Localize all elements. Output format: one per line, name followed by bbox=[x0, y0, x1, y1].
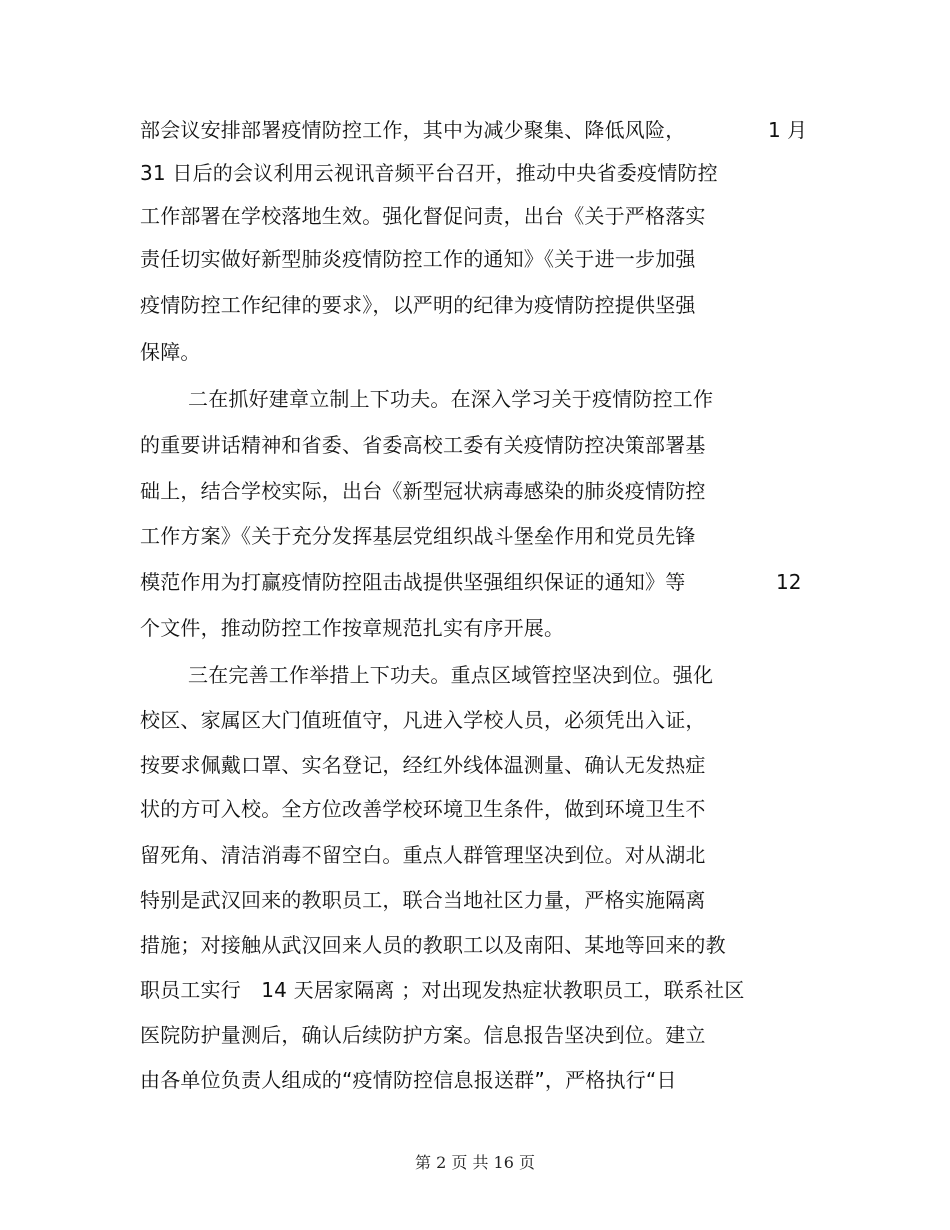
text-line-21: 医院防护量测后，确认后续防护方案。信息报告坚决到位。建立 bbox=[140, 1023, 706, 1047]
text-line-20: 职员工实行 14 天居家隔离 ；对出现发热症状教职员工，联系社区 bbox=[140, 978, 745, 1002]
text-line-1-tail: 1 月 bbox=[768, 118, 808, 142]
text-line-1: 部会议安排部署疫情防控工作，其中为减少聚集、降低风险， bbox=[140, 118, 686, 142]
text-line-11-tail: 12 bbox=[776, 570, 802, 594]
text-line-16: 状的方可入校。全方位改善学校环境卫生条件，做到环境卫生不 bbox=[140, 797, 706, 821]
text-line-12: 个文件，推动防控工作按章规范扎实有序开展。 bbox=[140, 616, 565, 640]
text-line-3: 工作部署在学校落地生效。强化督促问责，出台《关于严格落实 bbox=[140, 204, 706, 228]
text-line-17: 留死角、清洁消毒不留空白。重点人群管理坚决到位。对从湖北 bbox=[140, 843, 706, 867]
text-line-7: 二在抓好建章立制上下功夫。在深入学习关于疫情防控工作 bbox=[188, 387, 714, 411]
text-line-10: 工作方案》《关于充分发挥基层党组织战斗堡垒作用和党员先锋 bbox=[140, 524, 696, 548]
text-line-6: 保障。 bbox=[140, 340, 201, 364]
text-line-19: 措施；对接触从武汉回来人员的教职工以及南阳、某地等回来的教 bbox=[140, 933, 726, 957]
text-line-15: 按要求佩戴口罩、实名登记，经红外线体温测量、确认无发热症 bbox=[140, 753, 706, 777]
text-line-8: 的重要讲话精神和省委、省委高校工委有关疫情防控决策部署基 bbox=[140, 433, 706, 457]
text-line-5: 疫情防控工作纪律的要求》，以严明的纪律为疫情防控提供坚强 bbox=[140, 293, 696, 317]
text-line-13: 三在完善工作举措上下功夫。重点区域管控坚决到位。强化 bbox=[188, 663, 714, 687]
text-line-9: 础上，结合学校实际，出台《新型冠状病毒感染的肺炎疫情防控 bbox=[140, 479, 706, 503]
text-line-4: 责任切实做好新型肺炎疫情防控工作的通知》《关于进一步加强 bbox=[140, 247, 696, 271]
page-number-footer: 第 2 页 共 16 页 bbox=[415, 1153, 535, 1172]
text-line-22: 由各单位负责人组成的“疫情防控信息报送群”，严格执行“日 bbox=[140, 1068, 677, 1092]
text-line-2: 31 日后的会议利用云视讯音频平台召开，推动中央省委疫情防控 bbox=[140, 161, 718, 185]
text-line-11: 模范作用为打赢疫情防控阻击战提供坚强组织保证的通知》等 bbox=[140, 570, 686, 594]
text-line-14: 校区、家属区大门值班值守，凡进入学校人员，必须凭出入证， bbox=[140, 708, 706, 732]
text-line-18: 特别是武汉回来的教职员工，联合当地社区力量，严格实施隔离 bbox=[140, 888, 706, 912]
